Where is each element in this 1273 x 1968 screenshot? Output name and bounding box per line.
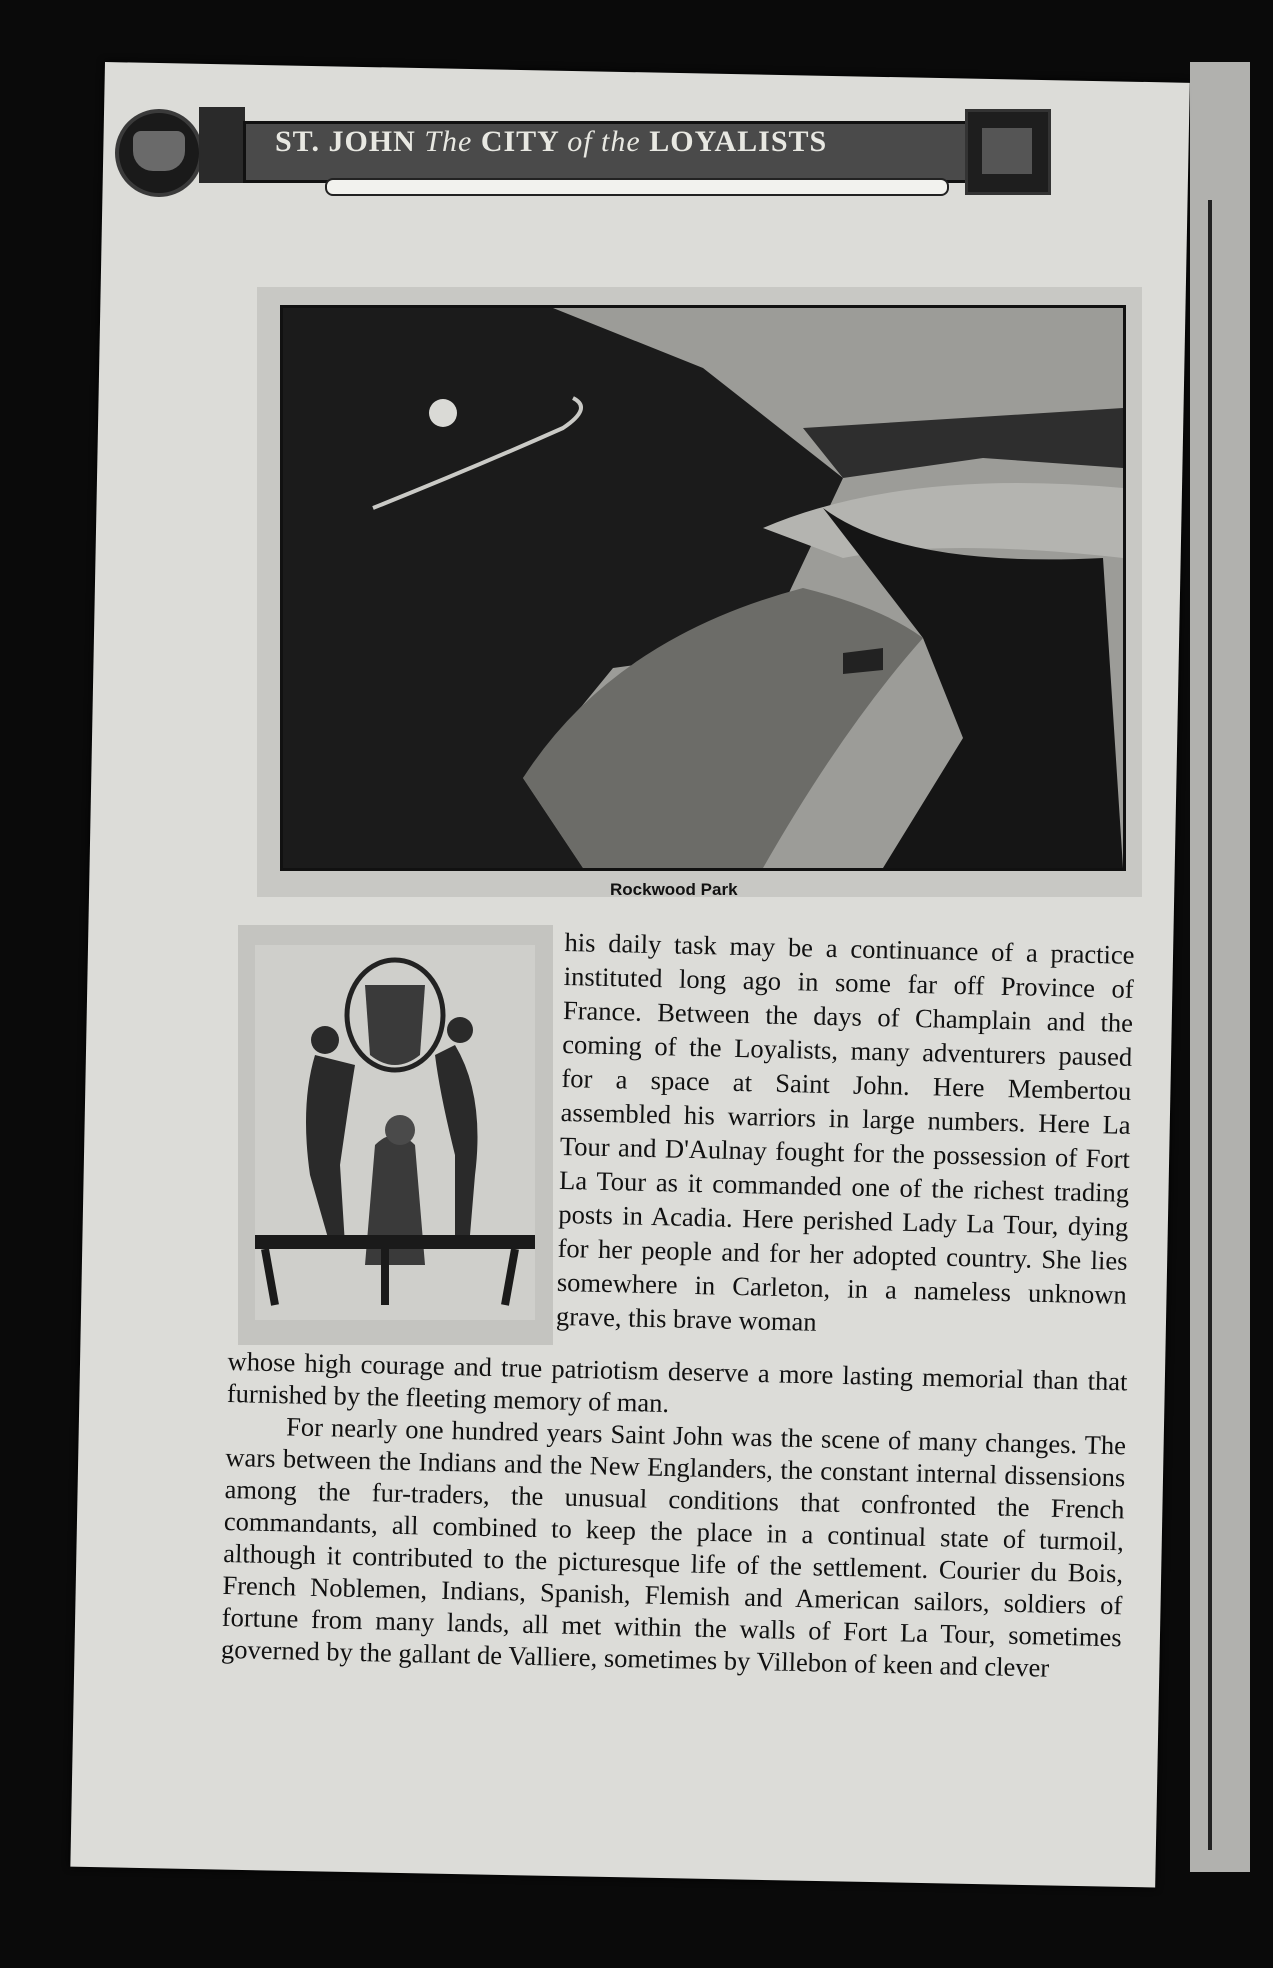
title-loyalists: LOYALISTS [649, 125, 828, 158]
title-script-of-the: of the [567, 125, 641, 158]
banner-scroll [325, 178, 949, 196]
engraving-illustration [255, 945, 535, 1320]
shield-icon [199, 107, 245, 183]
emblem-icon [965, 109, 1051, 195]
article-full-text [221, 1345, 1128, 1685]
adjacent-page-edge [1190, 62, 1250, 1872]
photo-caption: Rockwood Park [610, 880, 738, 899]
article-wrap-text [556, 925, 1135, 1346]
rockwood-park-photo [280, 305, 1126, 871]
title-prefix: ST. JOHN [275, 125, 416, 158]
wrap-paragraph: his daily task may be a continuance of a practice instituted long ago in some far off Province of France. Between the days of Champlain and the coming of the Loyalists, many adventurers paused for a space at Saint John. Here Membertou assembled his warriors in large numbers. Here La Tour and D'Aulnay fought for the possession of Fort La Tour as it commanded one of the richest trading posts in Acadia. Here perished Lady La Tour, dying for her people and for her adopted country. She lies somewhere in Carleton, in a nameless unknown grave, this brave woman [555, 926, 1135, 1337]
title-city: CITY [480, 125, 559, 158]
coat-of-arms-engraving [255, 945, 535, 1320]
landscape-illustration [283, 308, 1123, 868]
continuation-paragraph: whose high courage and true patriotism deserve a more lasting memorial than that furnished by the fleeting memory of man. [226, 1345, 1128, 1419]
second-paragraph: For nearly one hundred years Saint John was the scene of many changes. The wars between the Indians and the New Englanders, the constant internal dissensions among the fur-traders, the unusual conditions that confronted the French commandants, all combined to keep the place in a continual state of turmoil, although it contributed to the picturesque life of the settlement. Courier du Bois, French Noblemen, Indians, Spanish, Flemish and American sailors, soldiers of fortune from many lands, all met within the walls of Fort La Tour, sometimes governed by the gallant de Valliere, sometimes by Villebon of keen and clever [220, 1411, 1127, 1683]
title-script-the: The [424, 125, 473, 158]
header-banner [115, 105, 1015, 193]
page-spine-line [1208, 200, 1212, 1850]
banner-title [275, 125, 827, 159]
crown-crest-icon [115, 109, 203, 197]
